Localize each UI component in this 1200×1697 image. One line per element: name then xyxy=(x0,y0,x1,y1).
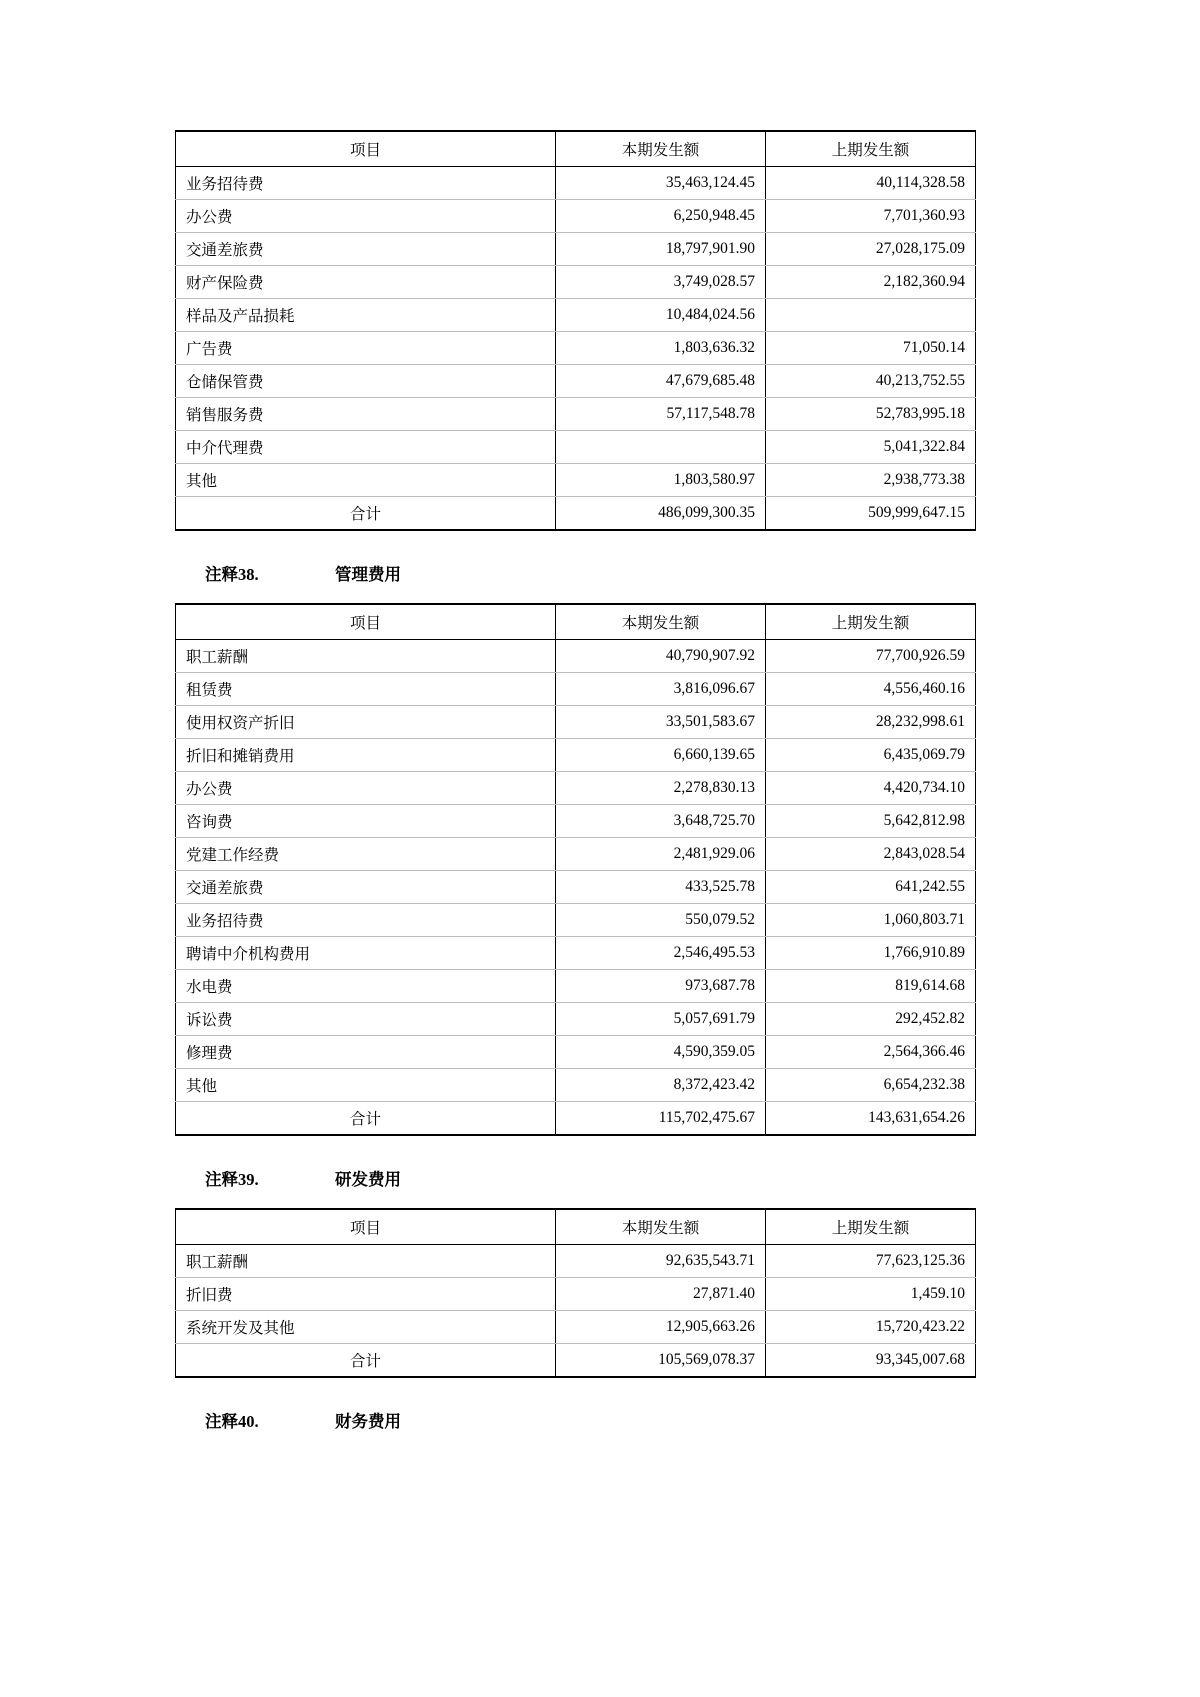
row-prior: 4,556,460.16 xyxy=(766,673,976,706)
col-header-item: 项目 xyxy=(176,1209,556,1245)
table-header-row xyxy=(176,131,976,167)
col-header-current: 本期发生额 xyxy=(556,1209,766,1245)
note-title: 管理费用 xyxy=(335,565,401,584)
row-prior: 5,041,322.84 xyxy=(766,431,976,464)
row-prior: 77,700,926.59 xyxy=(766,640,976,673)
row-label: 咨询费 xyxy=(176,805,556,838)
table-row xyxy=(176,805,976,838)
row-prior: 2,843,028.54 xyxy=(766,838,976,871)
row-label: 水电费 xyxy=(176,970,556,1003)
total-prior: 143,631,654.26 xyxy=(766,1102,976,1136)
total-current: 115,702,475.67 xyxy=(556,1102,766,1136)
row-prior: 2,564,366.46 xyxy=(766,1036,976,1069)
row-prior: 7,701,360.93 xyxy=(766,200,976,233)
row-prior: 1,060,803.71 xyxy=(766,904,976,937)
row-prior: 77,623,125.36 xyxy=(766,1245,976,1278)
table-total-row xyxy=(176,497,976,531)
table-header-row xyxy=(176,1209,976,1245)
table-row xyxy=(176,838,976,871)
row-current: 3,816,096.67 xyxy=(556,673,766,706)
row-prior: 40,213,752.55 xyxy=(766,365,976,398)
table-row xyxy=(176,1278,976,1311)
note-title: 研发费用 xyxy=(335,1170,401,1189)
col-header-prior: 上期发生额 xyxy=(766,131,976,167)
table-row xyxy=(176,398,976,431)
total-label: 合计 xyxy=(176,1344,556,1378)
row-prior: 641,242.55 xyxy=(766,871,976,904)
table-row xyxy=(176,233,976,266)
row-current: 973,687.78 xyxy=(556,970,766,1003)
row-label: 交通差旅费 xyxy=(176,871,556,904)
row-prior: 27,028,175.09 xyxy=(766,233,976,266)
row-label: 修理费 xyxy=(176,1036,556,1069)
row-label: 折旧和摊销费用 xyxy=(176,739,556,772)
table-row xyxy=(176,1069,976,1102)
row-label: 销售服务费 xyxy=(176,398,556,431)
table-row xyxy=(176,673,976,706)
row-current: 2,278,830.13 xyxy=(556,772,766,805)
table-row xyxy=(176,904,976,937)
col-header-current: 本期发生额 xyxy=(556,604,766,640)
row-label: 租赁费 xyxy=(176,673,556,706)
row-current: 1,803,580.97 xyxy=(556,464,766,497)
row-current xyxy=(556,431,766,464)
row-current: 4,590,359.05 xyxy=(556,1036,766,1069)
row-current: 8,372,423.42 xyxy=(556,1069,766,1102)
row-label: 仓储保管费 xyxy=(176,365,556,398)
row-label: 财产保险费 xyxy=(176,266,556,299)
row-prior: 2,182,360.94 xyxy=(766,266,976,299)
table-row xyxy=(176,266,976,299)
total-current: 105,569,078.37 xyxy=(556,1344,766,1378)
table-row xyxy=(176,200,976,233)
row-current: 6,250,948.45 xyxy=(556,200,766,233)
row-prior: 15,720,423.22 xyxy=(766,1311,976,1344)
table-admin-expenses xyxy=(175,603,976,1136)
row-label: 党建工作经费 xyxy=(176,838,556,871)
table-rd-expenses xyxy=(175,1208,976,1378)
table-row xyxy=(176,772,976,805)
row-current: 6,660,139.65 xyxy=(556,739,766,772)
total-label: 合计 xyxy=(176,497,556,531)
row-prior: 52,783,995.18 xyxy=(766,398,976,431)
total-prior: 93,345,007.68 xyxy=(766,1344,976,1378)
col-header-current: 本期发生额 xyxy=(556,131,766,167)
table-row xyxy=(176,1036,976,1069)
note-number: 注释38. xyxy=(205,565,259,584)
row-current: 3,749,028.57 xyxy=(556,266,766,299)
row-current: 27,871.40 xyxy=(556,1278,766,1311)
row-label: 其他 xyxy=(176,1069,556,1102)
row-label: 系统开发及其他 xyxy=(176,1311,556,1344)
row-current: 12,905,663.26 xyxy=(556,1311,766,1344)
row-label: 办公费 xyxy=(176,200,556,233)
row-label: 广告费 xyxy=(176,332,556,365)
row-prior: 71,050.14 xyxy=(766,332,976,365)
col-header-item: 项目 xyxy=(176,131,556,167)
note-number: 注释39. xyxy=(205,1170,259,1189)
row-label: 其他 xyxy=(176,464,556,497)
row-current: 57,117,548.78 xyxy=(556,398,766,431)
table-row xyxy=(176,332,976,365)
table-total-row xyxy=(176,1344,976,1378)
row-label: 业务招待费 xyxy=(176,904,556,937)
total-current: 486,099,300.35 xyxy=(556,497,766,531)
table-row xyxy=(176,167,976,200)
table-total-row xyxy=(176,1102,976,1136)
row-prior: 6,654,232.38 xyxy=(766,1069,976,1102)
row-label: 诉讼费 xyxy=(176,1003,556,1036)
row-current: 35,463,124.45 xyxy=(556,167,766,200)
row-prior xyxy=(766,299,976,332)
table-header-row xyxy=(176,604,976,640)
row-label: 使用权资产折旧 xyxy=(176,706,556,739)
table-row xyxy=(176,706,976,739)
section-heading-note40 xyxy=(175,1408,1025,1432)
total-prior: 509,999,647.15 xyxy=(766,497,976,531)
section-heading-note38 xyxy=(175,561,1025,585)
row-prior: 292,452.82 xyxy=(766,1003,976,1036)
row-current: 3,648,725.70 xyxy=(556,805,766,838)
table-selling-expenses xyxy=(175,130,976,531)
table-row xyxy=(176,431,976,464)
table-row xyxy=(176,937,976,970)
row-label: 中介代理费 xyxy=(176,431,556,464)
col-header-prior: 上期发生额 xyxy=(766,604,976,640)
row-current: 18,797,901.90 xyxy=(556,233,766,266)
row-label: 职工薪酬 xyxy=(176,640,556,673)
row-label: 业务招待费 xyxy=(176,167,556,200)
row-current: 10,484,024.56 xyxy=(556,299,766,332)
row-label: 折旧费 xyxy=(176,1278,556,1311)
table-row xyxy=(176,640,976,673)
row-current: 433,525.78 xyxy=(556,871,766,904)
row-current: 2,546,495.53 xyxy=(556,937,766,970)
row-current: 33,501,583.67 xyxy=(556,706,766,739)
row-current: 5,057,691.79 xyxy=(556,1003,766,1036)
table-row xyxy=(176,1003,976,1036)
table-row xyxy=(176,871,976,904)
row-label: 样品及产品损耗 xyxy=(176,299,556,332)
section-heading-note39 xyxy=(175,1166,1025,1190)
note-title: 财务费用 xyxy=(335,1412,401,1431)
row-current: 47,679,685.48 xyxy=(556,365,766,398)
row-prior: 5,642,812.98 xyxy=(766,805,976,838)
note-number: 注释40. xyxy=(205,1412,259,1431)
row-prior: 1,766,910.89 xyxy=(766,937,976,970)
row-prior: 2,938,773.38 xyxy=(766,464,976,497)
row-current: 550,079.52 xyxy=(556,904,766,937)
row-label: 办公费 xyxy=(176,772,556,805)
table-row xyxy=(176,365,976,398)
row-current: 2,481,929.06 xyxy=(556,838,766,871)
total-label: 合计 xyxy=(176,1102,556,1136)
row-label: 聘请中介机构费用 xyxy=(176,937,556,970)
row-prior: 28,232,998.61 xyxy=(766,706,976,739)
row-prior: 1,459.10 xyxy=(766,1278,976,1311)
row-prior: 4,420,734.10 xyxy=(766,772,976,805)
table-row xyxy=(176,464,976,497)
table-row xyxy=(176,299,976,332)
table-row xyxy=(176,1245,976,1278)
row-current: 1,803,636.32 xyxy=(556,332,766,365)
row-prior: 40,114,328.58 xyxy=(766,167,976,200)
table-row xyxy=(176,970,976,1003)
row-current: 92,635,543.71 xyxy=(556,1245,766,1278)
row-prior: 6,435,069.79 xyxy=(766,739,976,772)
table-row xyxy=(176,1311,976,1344)
row-label: 交通差旅费 xyxy=(176,233,556,266)
table-row xyxy=(176,739,976,772)
row-current: 40,790,907.92 xyxy=(556,640,766,673)
row-prior: 819,614.68 xyxy=(766,970,976,1003)
col-header-item: 项目 xyxy=(176,604,556,640)
row-label: 职工薪酬 xyxy=(176,1245,556,1278)
col-header-prior: 上期发生额 xyxy=(766,1209,976,1245)
